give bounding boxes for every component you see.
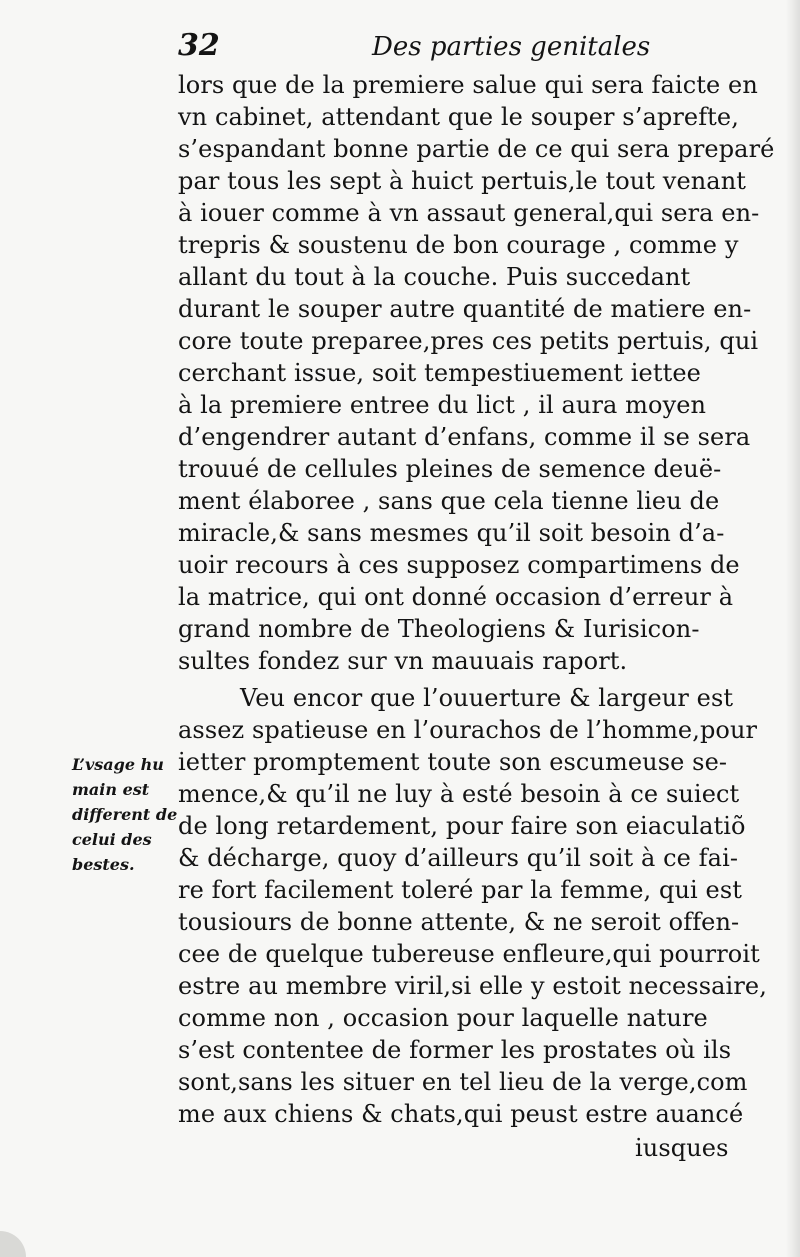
page-header bbox=[178, 26, 738, 66]
text-line: trepris & soustenu de bon courage , comme y bbox=[178, 231, 739, 259]
page-corner-curl bbox=[0, 1231, 26, 1257]
text-line: sont,sans les situer en tel lieu de la verge,com bbox=[178, 1068, 748, 1096]
text-line: allant du tout à la couche. Puis succedant bbox=[178, 263, 691, 291]
text-line: d’engendrer autant d’enfans, comme il se sera bbox=[178, 423, 751, 451]
text-line: core toute preparee,pres ces petits pertuis, qui bbox=[178, 327, 759, 355]
text-line: lors que de la premiere salue qui sera faicte en bbox=[178, 71, 758, 99]
text-line: s’espandant bonne partie de ce qui sera preparé bbox=[178, 135, 775, 163]
text-line: par tous les sept à huict pertuis,le tout venant bbox=[178, 167, 747, 195]
text-line: sultes fondez sur vn mauuais raport. bbox=[178, 647, 628, 675]
text-line: estre au membre viril,si elle y estoit necessaire, bbox=[178, 972, 767, 1000]
margin-note-line: L’vsage hu bbox=[72, 755, 164, 774]
text-line: re fort facilement toleré par la femme, qui est bbox=[178, 876, 742, 904]
margin-note-line: bestes. bbox=[72, 855, 135, 874]
text-line: grand nombre de Theologiens & Iurisicon- bbox=[178, 615, 700, 643]
text-line: mence,& qu’il ne luy à esté besoin à ce suiect bbox=[178, 780, 740, 808]
running-head: Des parties genitales bbox=[372, 32, 651, 62]
text-line: me aux chiens & chats,qui peust estre auancé bbox=[178, 1100, 744, 1128]
catchword: iusques bbox=[635, 1134, 729, 1162]
text-line: tousiours de bonne attente, & ne seroit offen- bbox=[178, 908, 740, 936]
page-edge-shadow bbox=[786, 0, 800, 1257]
text-line: ment élaboree , sans que cela tienne lieu de bbox=[178, 487, 720, 515]
paragraph-first-line: Veu encor que l’ouuerture & largeur est bbox=[240, 684, 734, 712]
text-line: assez spatieuse en l’ourachos de l’homme,pour bbox=[178, 716, 758, 744]
text-line: à iouer comme à vn assaut general,qui sera en- bbox=[178, 199, 760, 227]
text-line: ietter promptement toute son escumeuse se- bbox=[178, 748, 728, 776]
margin-note-line: main est bbox=[72, 780, 150, 799]
text-line: de long retardement, pour faire son eiaculatiõ bbox=[178, 812, 746, 840]
page-number: 32 bbox=[178, 28, 220, 63]
text-line: comme non , occasion pour laquelle nature bbox=[178, 1004, 708, 1032]
text-line: la matrice, qui ont donné occasion d’erreur à bbox=[178, 583, 734, 611]
margin-note-line: celui des bbox=[72, 830, 152, 849]
text-line: s’est contentee de former les prostates où ils bbox=[178, 1036, 732, 1064]
text-line: cee de quelque tubereuse enfleure,qui pourroit bbox=[178, 940, 760, 968]
text-line: vn cabinet, attendant que le souper s’aprefte, bbox=[178, 103, 739, 131]
text-line: trouué de cellules pleines de semence deuë- bbox=[178, 455, 722, 483]
text-line: durant le souper autre quantité de matiere en- bbox=[178, 295, 752, 323]
text-line: miracle,& sans mesmes qu’il soit besoin d’a- bbox=[178, 519, 725, 547]
margin-note-line: different de bbox=[72, 805, 178, 824]
text-line: cerchant issue, soit tempestiuement iettee bbox=[178, 359, 701, 387]
text-line: uoir recours à ces supposez compartimens de bbox=[178, 551, 740, 579]
text-line: à la premiere entree du lict , il aura moyen bbox=[178, 391, 707, 419]
text-line: & décharge, quoy d’ailleurs qu’il soit à ce fai- bbox=[178, 844, 739, 872]
